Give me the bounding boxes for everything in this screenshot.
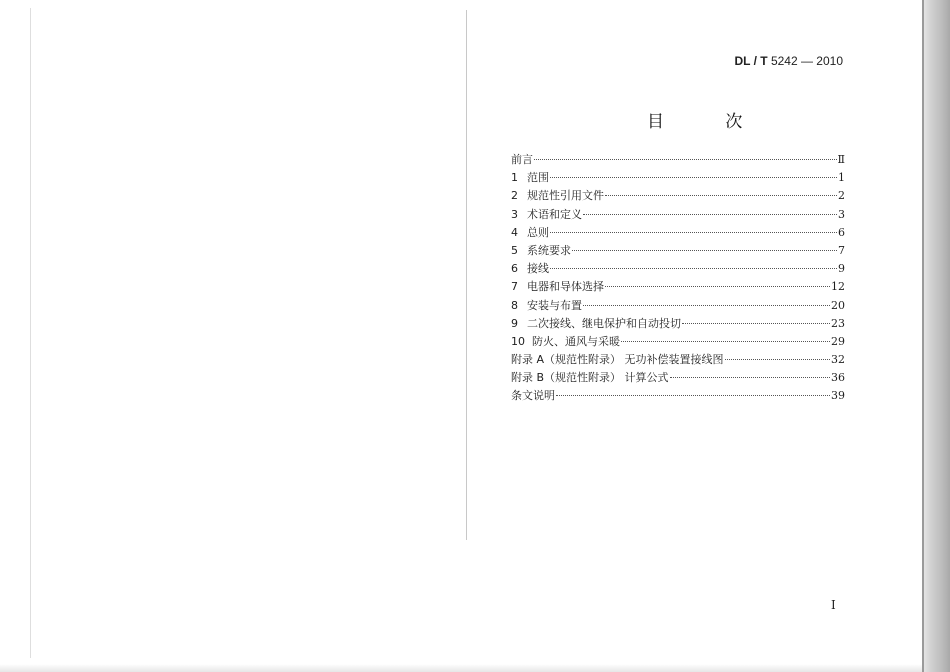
toc-entry[interactable] xyxy=(511,224,845,242)
toc-entry-number: 1 xyxy=(511,171,518,185)
toc-entry-label: 附录 B（规范性附录） 计算公式 xyxy=(511,371,669,385)
toc-entry-label: 术语和定义 xyxy=(527,207,582,221)
toc-entry-label: 电器和导体选择 xyxy=(527,280,604,294)
page-number: I xyxy=(831,598,836,612)
toc-entry[interactable] xyxy=(511,169,845,187)
toc-entry-page: 7 xyxy=(838,243,845,257)
toc-entry[interactable] xyxy=(511,151,845,169)
toc-entry[interactable] xyxy=(511,351,845,369)
toc-entry-page: 2 xyxy=(838,189,845,203)
toc-dot-leader xyxy=(682,323,830,324)
toc-dot-leader xyxy=(725,359,830,360)
toc-dot-leader xyxy=(605,286,830,287)
standard-prefix: DL / T xyxy=(734,54,768,68)
toc-entry-page: 29 xyxy=(831,334,845,348)
toc-dot-leader xyxy=(583,214,837,215)
toc-entry-number: 4 xyxy=(511,225,518,239)
toc-entry-page: 9 xyxy=(838,262,845,276)
toc-dot-leader xyxy=(550,177,837,178)
toc-dot-leader xyxy=(550,268,837,269)
toc-entry-label: 总则 xyxy=(527,225,549,239)
scan-shadow-edge xyxy=(922,0,950,672)
toc-entry-number: 7 xyxy=(511,280,518,294)
scan-bottom-edge xyxy=(0,664,922,672)
toc-dot-leader xyxy=(572,250,837,251)
toc-entry[interactable] xyxy=(511,387,845,405)
toc-entry-page: Ⅱ xyxy=(837,153,845,166)
toc-entry-page: 20 xyxy=(831,298,845,312)
toc-entry-label: 规范性引用文件 xyxy=(527,189,604,203)
table-of-contents xyxy=(511,151,845,406)
book-gutter xyxy=(466,10,467,540)
toc-dot-leader xyxy=(621,341,830,342)
toc-entry-number: 6 xyxy=(511,262,518,276)
toc-entry[interactable] xyxy=(511,187,845,205)
toc-title: 目 次 xyxy=(647,112,771,132)
scan-edge-line xyxy=(922,0,924,672)
toc-entry-page: 3 xyxy=(838,207,845,221)
toc-entry[interactable] xyxy=(511,242,845,260)
toc-entry-page: 39 xyxy=(831,389,845,403)
toc-entry-page: 32 xyxy=(831,353,845,367)
toc-entry-label: 接线 xyxy=(527,262,549,276)
standard-code xyxy=(734,54,843,68)
toc-entry-number: 5 xyxy=(511,243,518,257)
toc-entry-page: 23 xyxy=(831,316,845,330)
toc-entry-label: 安装与布置 xyxy=(527,298,582,312)
toc-dot-leader xyxy=(583,305,830,306)
toc-dot-leader xyxy=(534,159,837,160)
toc-entry-label: 前言 xyxy=(511,153,533,166)
toc-entry-page: 36 xyxy=(831,371,845,385)
toc-entry-number: 10 xyxy=(511,334,525,348)
toc-entry-number: 3 xyxy=(511,207,518,221)
left-page-margin xyxy=(30,8,31,658)
toc-entry[interactable] xyxy=(511,315,845,333)
toc-entry-number: 8 xyxy=(511,298,518,312)
toc-entry-number: 9 xyxy=(511,316,518,330)
toc-entry[interactable] xyxy=(511,333,845,351)
toc-entry-page: 12 xyxy=(831,280,845,294)
toc-dot-leader xyxy=(670,377,830,378)
toc-entry[interactable] xyxy=(511,369,845,387)
toc-entry-label: 防火、通风与采暖 xyxy=(532,334,620,348)
toc-entry-label: 范围 xyxy=(527,171,549,185)
toc-entry-label: 条文说明 xyxy=(511,389,555,403)
toc-dot-leader xyxy=(605,195,837,196)
toc-dot-leader xyxy=(550,232,837,233)
toc-entry-label: 二次接线、继电保护和自动投切 xyxy=(527,316,681,330)
toc-entry[interactable] xyxy=(511,260,845,278)
toc-entry[interactable] xyxy=(511,206,845,224)
toc-entry-label: 附录 A（规范性附录） 无功补偿装置接线图 xyxy=(511,353,724,367)
toc-entry-page: 6 xyxy=(838,225,845,239)
toc-entry[interactable] xyxy=(511,297,845,315)
toc-entry[interactable] xyxy=(511,278,845,296)
toc-dot-leader xyxy=(556,395,830,396)
toc-entry-page: 1 xyxy=(838,171,845,185)
standard-number: 5242 — 2010 xyxy=(770,54,843,68)
toc-entry-number: 2 xyxy=(511,189,518,203)
toc-entry-label: 系统要求 xyxy=(527,243,571,257)
